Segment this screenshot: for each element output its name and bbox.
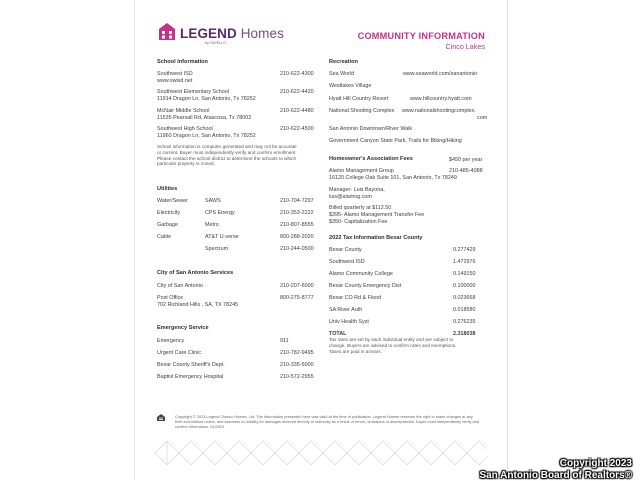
tax-rate: 0.018580 — [453, 307, 476, 313]
tax-disclaimer: Tax rates are set by each individual entity and are subject to change. Buyers are advised to confirm rates and exemptions. Taxes are paid in arrears. — [329, 337, 457, 354]
utility-provider: SAWS — [205, 198, 221, 204]
school-detail: www.swisd.net — [157, 78, 193, 84]
school-phone: 210-622-4480 — [280, 108, 314, 114]
tax-entity: Bexar CO Rd & Flood — [329, 295, 382, 301]
recreation-name: Westlakes Village — [329, 83, 372, 89]
utilities-heading: Utilities — [157, 186, 178, 192]
school-disclaimer: School information is computer generated and may not be accurate or current. Buyer must independently verify and confirm enrollment. Please contact the school district to determine the schools to which particular property is zoned. — [157, 144, 297, 167]
city-heading: City of San Antonio Services — [157, 270, 234, 276]
copyright-disclaimer: Copyright © 2023 Legend Classic Homes, Ltd. The information presented here was valid at the time of publication. Legend Homes reserves the right to make changes at any time and without notice, and assumes no liability for damages incurred directly or indirectly as a result of errors, omissions or discrepancies. Buyer must independently verify and confirm information. 01/2023 — [175, 414, 480, 429]
utility-provider: Spectrum — [205, 246, 229, 252]
recreation-link-wrap: com — [477, 115, 488, 121]
recreation-link[interactable]: www.hillcountry.hyatt.com — [410, 96, 472, 102]
emergency-name: Emergency — [157, 338, 185, 344]
hoa-billing: Billed quarterly at $112.50 — [329, 205, 392, 211]
community-info-sheet — [134, 0, 508, 480]
tax-entity: Bexar County Emergency Dist — [329, 283, 402, 289]
utility-provider: AT&T U-verse — [205, 234, 239, 240]
watermark-board: San Antonio Board of Realtors® — [479, 470, 632, 481]
utility-label: Cable — [157, 234, 172, 240]
hoa-mgmt-address: 16120 College Oak Suite 101, San Antonio, Tx 78249 — [329, 175, 457, 181]
emergency-heading: Emergency Service — [157, 325, 209, 331]
school-name: Southwest ISD — [157, 71, 193, 77]
emergency-phone: 911 — [280, 338, 289, 344]
utility-label: Water/Sewer — [157, 198, 188, 204]
school-phone: 210-622-4300 — [280, 71, 314, 77]
hoa-capitalization-fee: $350- Capitalization Fee — [329, 219, 388, 225]
tax-entity: Bexar County — [329, 247, 362, 253]
school-name: Southwest Elementary School — [157, 89, 229, 95]
utility-phone: 210-704-7297 — [280, 198, 314, 204]
tax-heading: 2022 Tax Information Bexar County — [329, 235, 423, 241]
recreation-name: Sea World — [329, 71, 355, 77]
house-logo-icon — [159, 23, 175, 40]
recreation-name: Government Canyon State Park, Trails for Biking/Hiking — [329, 138, 462, 144]
page-subtitle: Cinco Lakes — [445, 42, 485, 51]
tax-rate: 0.149150 — [453, 271, 476, 277]
emergency-name: Baptist Emergency Hospital — [157, 374, 224, 380]
utility-phone: 800-288-2020 — [280, 234, 314, 240]
utility-label: Electricity — [157, 210, 181, 216]
tax-entity: Southwest ISD — [329, 259, 365, 265]
tax-rate: 0.100000 — [453, 283, 476, 289]
hoa-mgmt-name: Alamo Management Group — [329, 168, 394, 174]
tax-entity: Univ Health Syst — [329, 319, 369, 325]
school-phone: 210-622-4500 — [280, 126, 314, 132]
emergency-name: Urgent Care Clinic — [157, 350, 202, 356]
recreation-name: Hyatt Hill Country Resort — [329, 96, 389, 102]
emergency-phone: 210-572-2955 — [280, 374, 314, 380]
brand-subline: by CAPELLO — [205, 41, 226, 45]
utility-label: Garbage — [157, 222, 178, 228]
tax-rate: 1.472976 — [453, 259, 476, 265]
tax-rate: 0.023668 — [453, 295, 476, 301]
city-service-phone: 210-207-6000 — [280, 283, 314, 289]
hoa-fee: $450 per year — [449, 157, 483, 163]
recreation-link[interactable]: www.nationalshootingcomplex. — [402, 108, 476, 114]
city-service-name: Post Office — [157, 295, 184, 301]
school-phone: 210-622-4420 — [280, 89, 314, 95]
utility-provider: CPS Energy — [205, 210, 235, 216]
school-heading: School Information — [157, 59, 208, 65]
tax-entity: SA River Auth — [329, 307, 363, 313]
decorative-diamond-pattern — [155, 440, 487, 466]
school-name: McNair Middle School — [157, 108, 210, 114]
utility-phone: 210-353-2222 — [280, 210, 314, 216]
watermark-copyright: Copyright 2023 — [559, 458, 632, 469]
tax-total-label: TOTAL — [329, 331, 347, 337]
hoa-manager: Manager- Luis Bayona, — [329, 187, 385, 193]
tax-total-value: 2.318038 — [453, 331, 476, 337]
brand-name: LEGEND Homes — [180, 26, 284, 41]
school-detail: 11535 Pearsall Rd, Atascosa, Tx 78002 — [157, 115, 252, 121]
city-service-name: City of San Antonio — [157, 283, 203, 289]
school-name: Southwest High School — [157, 126, 213, 132]
tax-rate: 0.277429 — [453, 247, 476, 253]
city-service-phone: 800-275-8777 — [280, 295, 314, 301]
emergency-phone: 210-335-6000 — [280, 362, 314, 368]
hoa-manager-email[interactable]: luis@alamog.com — [329, 194, 372, 200]
hoa-mgmt-phone: 210-485-4088 — [449, 168, 483, 174]
tax-rate: 0.276235 — [453, 319, 476, 325]
school-detail: 11914 Dragon Ln, San Antonio, Tx 78252 — [157, 96, 256, 102]
recreation-name: San Antonio Downtown/River Walk — [329, 126, 413, 132]
tax-entity: Alamo Community College — [329, 271, 393, 277]
school-detail: 11960 Dragon Ln, San Antonio, Tx 78252 — [157, 133, 256, 139]
emergency-phone: 210-782-9495 — [280, 350, 314, 356]
emergency-name: Bexar County Sheriff's Dept. — [157, 362, 225, 368]
hoa-transfer-fee: $395- Alamo Management Transfer Fee — [329, 212, 425, 218]
city-service-detail: 702 Richland Hills , SA, TX 78245 — [157, 302, 239, 308]
recreation-link[interactable]: www.seaworld.com/sanantonio — [403, 71, 478, 77]
recreation-name: National Shooting Complex — [329, 108, 395, 114]
utility-phone: 210-807-8555 — [280, 222, 314, 228]
page-title: COMMUNITY INFORMATION — [357, 31, 485, 41]
utility-provider: Metro — [205, 222, 219, 228]
utility-phone: 210-244-0500 — [280, 246, 314, 252]
equal-housing-icon — [157, 414, 165, 421]
recreation-heading: Recreation — [329, 59, 358, 65]
hoa-heading: Homeowner's Association Fees — [329, 156, 413, 162]
